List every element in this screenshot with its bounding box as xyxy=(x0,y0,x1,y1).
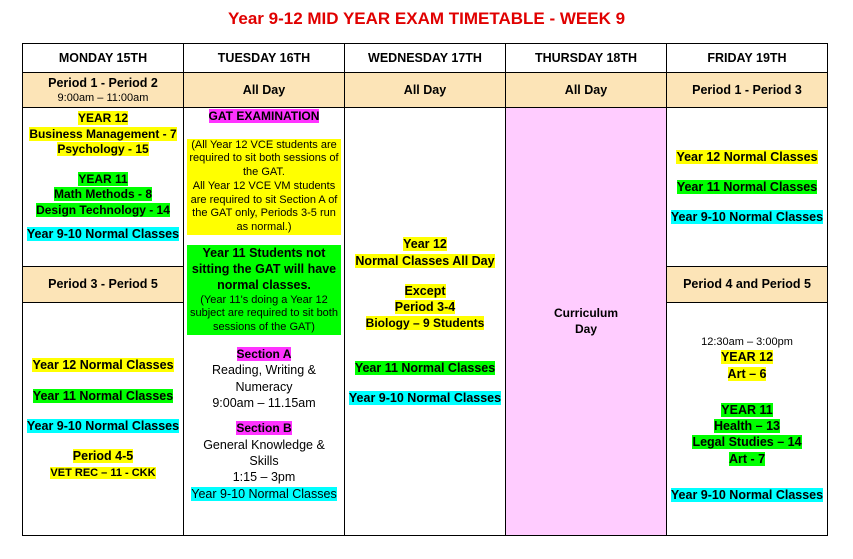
fri-art7: Art - 7 xyxy=(728,451,766,466)
wed-except: Except xyxy=(404,283,446,298)
wed-bio: Biology – 9 Students xyxy=(365,316,485,331)
day-header-thursday: THURSDAY 18TH xyxy=(506,44,667,73)
thursday-allday-header: All Day xyxy=(506,73,667,108)
friday-period1-header: Period 1 - Period 3 xyxy=(667,73,828,108)
wed-y11: Year 11 Normal Classes xyxy=(354,361,496,376)
fri-health: Health – 13 xyxy=(713,419,780,434)
tuesday-cell xyxy=(184,108,345,536)
gat-label: GAT EXAMINATION xyxy=(208,109,320,123)
section-b-time: 1:15 – 3pm xyxy=(232,470,296,485)
period-label: Period 1 - Period 2 xyxy=(48,75,158,90)
wednesday-allday-header: All Day xyxy=(345,73,506,108)
fri-time: 12:30am – 3:00pm xyxy=(701,335,793,348)
y11-gat-note: (Year 11's doing a Year 12 subject are required to sit both sessions of the GAT) xyxy=(187,294,341,335)
friday-afternoon-cell xyxy=(667,303,828,536)
curr-label-2: Day xyxy=(574,321,597,336)
fri-p2-y11: YEAR 11 xyxy=(721,402,773,417)
wed-y910: Year 9-10 Normal Classes xyxy=(348,391,502,406)
monday-y12-label: YEAR 12 xyxy=(77,111,129,125)
header-row xyxy=(23,44,828,73)
fri-y11: Year 11 Normal Classes xyxy=(676,179,818,194)
gat-note-2: All Year 12 VCE VM students are required to sit Section A of the GAT only, Periods 3-5 run as normal.) xyxy=(187,180,341,235)
monday-dt: Design Technology - 14 xyxy=(36,202,170,217)
timetable xyxy=(22,43,828,536)
section-b-desc: General Knowledge & Skills xyxy=(203,437,325,469)
page-title: Year 9-12 MID YEAR EXAM TIMETABLE - WEEK 9 xyxy=(227,9,626,28)
monday-psy: Psychology - 15 xyxy=(57,142,149,157)
day-header-wednesday: WEDNESDAY 17TH xyxy=(345,44,506,73)
fri-p2-y910: Year 9-10 Normal Classes xyxy=(670,487,824,502)
section-a: Section A xyxy=(236,346,292,361)
mon-p45: Period 4-5 xyxy=(72,449,134,464)
thursday-curriculum-day xyxy=(506,108,667,536)
wed-y12-all: Normal Classes All Day xyxy=(355,253,495,268)
fri-legal: Legal Studies – 14 xyxy=(692,435,802,450)
tuesday-allday-header: All Day xyxy=(184,73,345,108)
period-time: 9:00am – 11:00am xyxy=(57,91,149,104)
fri-y910: Year 9-10 Normal Classes xyxy=(670,210,824,225)
monday-bm: Business Management - 7 xyxy=(29,126,177,141)
section-a-desc: Reading, Writing & Numeracy xyxy=(212,363,316,394)
wednesday-cell xyxy=(345,108,506,536)
fri-p2-y12: YEAR 12 xyxy=(720,350,774,365)
mon-p2-y12: Year 12 Normal Classes xyxy=(32,358,174,373)
monday-period1-header xyxy=(23,73,184,108)
curr-label-1: Curriculum xyxy=(553,305,618,320)
friday-period2-header: Period 4 and Period 5 xyxy=(667,267,828,303)
gat-note-1: (All Year 12 VCE students are required to sit both sessions of the GAT. xyxy=(187,139,341,180)
section-b: Section B xyxy=(236,421,292,436)
day-header-friday: FRIDAY 19TH xyxy=(667,44,828,73)
fri-art6: Art – 6 xyxy=(727,366,767,381)
monday-morning-cell xyxy=(23,108,184,267)
section-a-time: 9:00am – 11.15am xyxy=(212,395,316,410)
mon-p2-y11: Year 11 Normal Classes xyxy=(32,388,174,403)
mon-vet: VET REC – 11 - CKK xyxy=(50,467,156,480)
monday-y910: Year 9-10 Normal Classes xyxy=(26,226,180,241)
day-header-monday: MONDAY 15TH xyxy=(23,44,184,73)
monday-y11-label: YEAR 11 xyxy=(78,171,128,186)
monday-afternoon-cell xyxy=(23,303,184,536)
monday-mm: Math Methods - 8 xyxy=(54,187,152,202)
wed-y12: Year 12 xyxy=(403,237,447,252)
wed-p34: Period 3-4 xyxy=(394,300,456,315)
day-header-tuesday: TUESDAY 16TH xyxy=(184,44,345,73)
friday-morning-cell xyxy=(667,108,828,267)
tuesday-y910: Year 9-10 Normal Classes xyxy=(191,486,337,501)
y11-not-gat: Year 11 Students not sitting the GAT will have normal classes. xyxy=(187,245,341,294)
fri-y12: Year 12 Normal Classes xyxy=(676,149,818,164)
monday-period2-header: Period 3 - Period 5 xyxy=(23,267,184,303)
mon-p2-y910: Year 9-10 Normal Classes xyxy=(26,418,180,433)
